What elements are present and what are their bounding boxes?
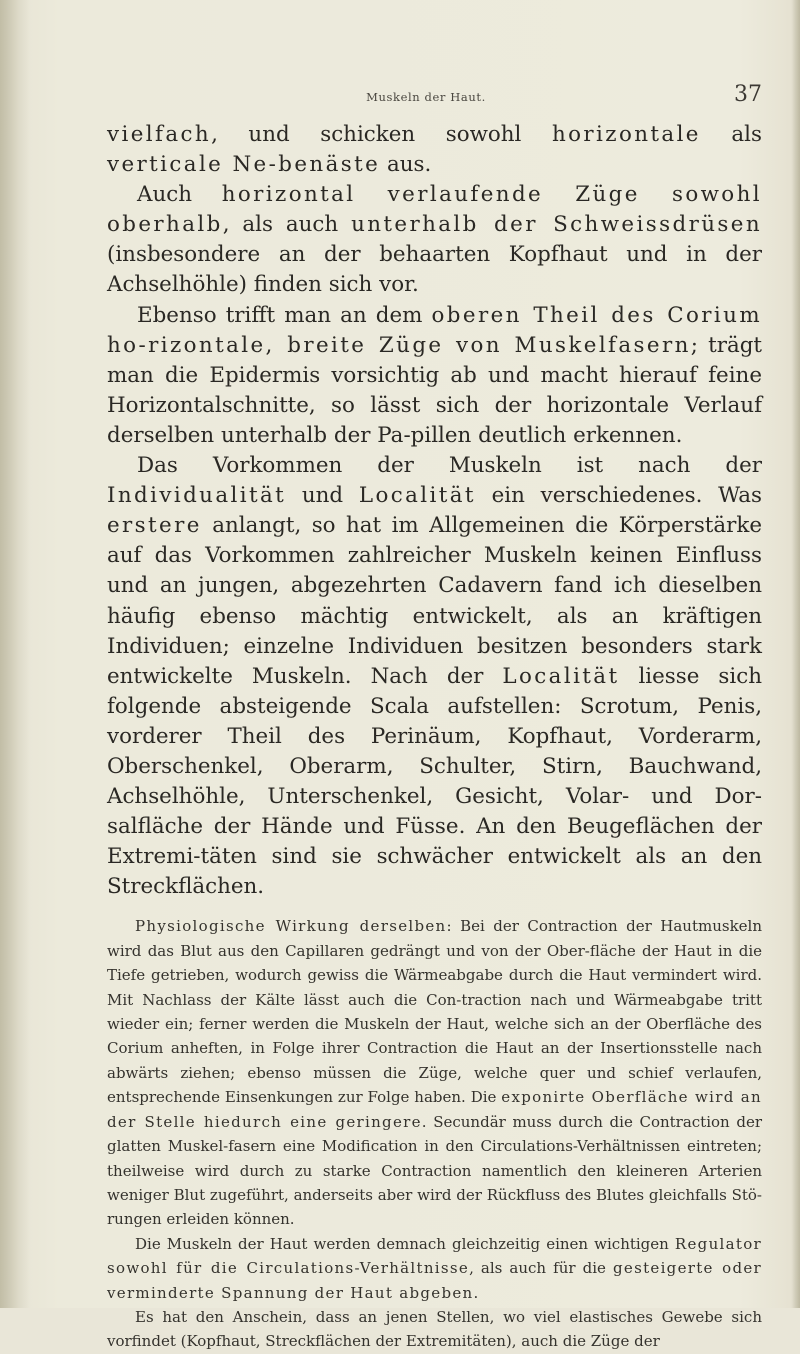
page-number: 37 [734,82,762,107]
emphasis: Localität [358,483,476,509]
text-run: und [286,483,359,509]
running-head: Muskeln der Haut. [366,90,486,104]
emphasis: erstere [107,513,202,539]
small-print-section [107,914,762,1353]
emphasis: horizontal verlaufende Züge sowohl oberhalb [107,182,762,238]
paragraph-2 [107,180,762,300]
text-run: Es hat den Anschein, dass an jenen Stellen, wo viel elastisches Gewebe sich vorfindet (Kopfhaut, Streckflächen der Extremitäten), auch die Züge der [107,1307,762,1351]
emphasis: Individualität [107,483,287,509]
emphasis: Regulator sowohl für die Circulations-Verhältnisse [107,1234,762,1278]
text-run: , als auch [222,212,352,238]
emphasis: horizontale [551,122,701,147]
text-run: aus. [380,152,432,178]
main-text [107,120,762,902]
small-paragraph-1 [107,914,762,1231]
emphasis: gesteigerte oder verminderte Spannung der Haut abgeben [107,1259,762,1302]
text-run: ; trägt man die Epidermis vorsichtig ab und macht hierauf feine Horizontalschnitte, so lässt sich der horizontale Verlauf derselben unterhalb der Pa-pillen deutlich erkennen. [107,332,762,448]
text-run: als [700,122,763,147]
text-run: Ebenso trifft man an dem [137,302,432,328]
text-run: Das Vorkommen der Muskeln ist nach der [137,453,762,479]
text-run: . [473,1283,479,1302]
emphasis: unterhalb der Schweissdrüsen [351,212,762,238]
text-run: Auch [137,182,222,208]
text-run: ein verschiedenes. Was [475,483,762,509]
text-run: , als auch für die [469,1259,613,1278]
emphasis: verticale Ne-benäste [107,152,381,178]
page-edge-shadow [792,0,800,1308]
emphasis: oberen Theil des Corium ho-rizontale, breite Züge von Muskelfasern [107,302,763,358]
text-run: : Bei der Contraction der Hautmuskeln wird das Blut aus den Capillaren gedrängt und von der Ober-fläche der Haut in die Tiefe getrieben, wodurch gewiss die Wärmeabgabe durch die Haut vermindert wird. Mit Nachlass der Kälte lässt auch die Con-traction nach und Wärmeabgabe tritt wieder ein; ferner werden die Muskeln der Haut, welche sich an der Oberfläche des Corium anheften, in Folge ihrer Contraction die Haut an der Insertionsstelle nach abwärts ziehen; ebenso müssen die Züge, welche quer und schief verlaufen, entsprechende Einsenkungen zur Folge haben. Die [107,917,762,1107]
text-run: (insbesondere an der behaarten Kopfhaut und in der Achselhöhle) finden sich vor. [107,242,762,298]
page-header [90,82,762,110]
small-paragraph-2 [107,1232,762,1305]
paragraph-3 [107,301,762,451]
text-run: , und schicken sowohl [211,122,552,147]
paragraph-4 [107,451,762,902]
emphasis: exponirte Oberfläche wird an der Stelle hiedurch eine geringere [107,1088,762,1131]
paragraph-1 [107,120,762,180]
text-run: liesse sich folgende absteigende Scala aufstellen: Scrotum, Penis, vorderer Theil des Perinäum, Kopfhaut, Vorderarm, Oberschenkel, Oberarm, Schulter, Stirn, Bauchwand, Achselhöhle, Unterschenkel, Gesicht, Volar- und Dor-salfläche der Hände und Füsse. An den Beugeflächen der Extremi-täten sind sie schwächer entwickelt als an den Streckflächen. [107,663,762,900]
page-gutter-shadow [0,0,30,1308]
body-text [107,120,762,1354]
emphasis: Physiologische Wirkung derselben [135,917,447,936]
text-run: Die Muskeln der Haut werden demnach gleichzeitig einen wichtigen [135,1234,675,1253]
text-run: . Secundär muss durch die Contraction der glatten Muskel-fasern eine Modification in den Circulations-Verhältnissen eintreten; theilweise wird durch zu starke Contraction namentlich den kleineren Arterien weniger Blut zugeführt, anderseits aber wird der Rückfluss des Blutes gleichfalls Stö-rungen erleiden können. [107,1112,762,1229]
emphasis: vielfach [107,122,212,147]
small-paragraph-3 [107,1305,762,1354]
text-run: anlangt, so hat im Allgemeinen die Körperstärke auf das Vorkommen zahlreicher Muskeln keinen Einfluss und an jungen, abgezehrten Cadavern fand ich dieselben häufig ebenso mächtig entwickelt, als an kräftigen Individuen; einzelne Individuen besitzen besonders stark entwickelte Muskeln. Nach der [107,513,762,689]
emphasis: Localität [502,663,620,689]
